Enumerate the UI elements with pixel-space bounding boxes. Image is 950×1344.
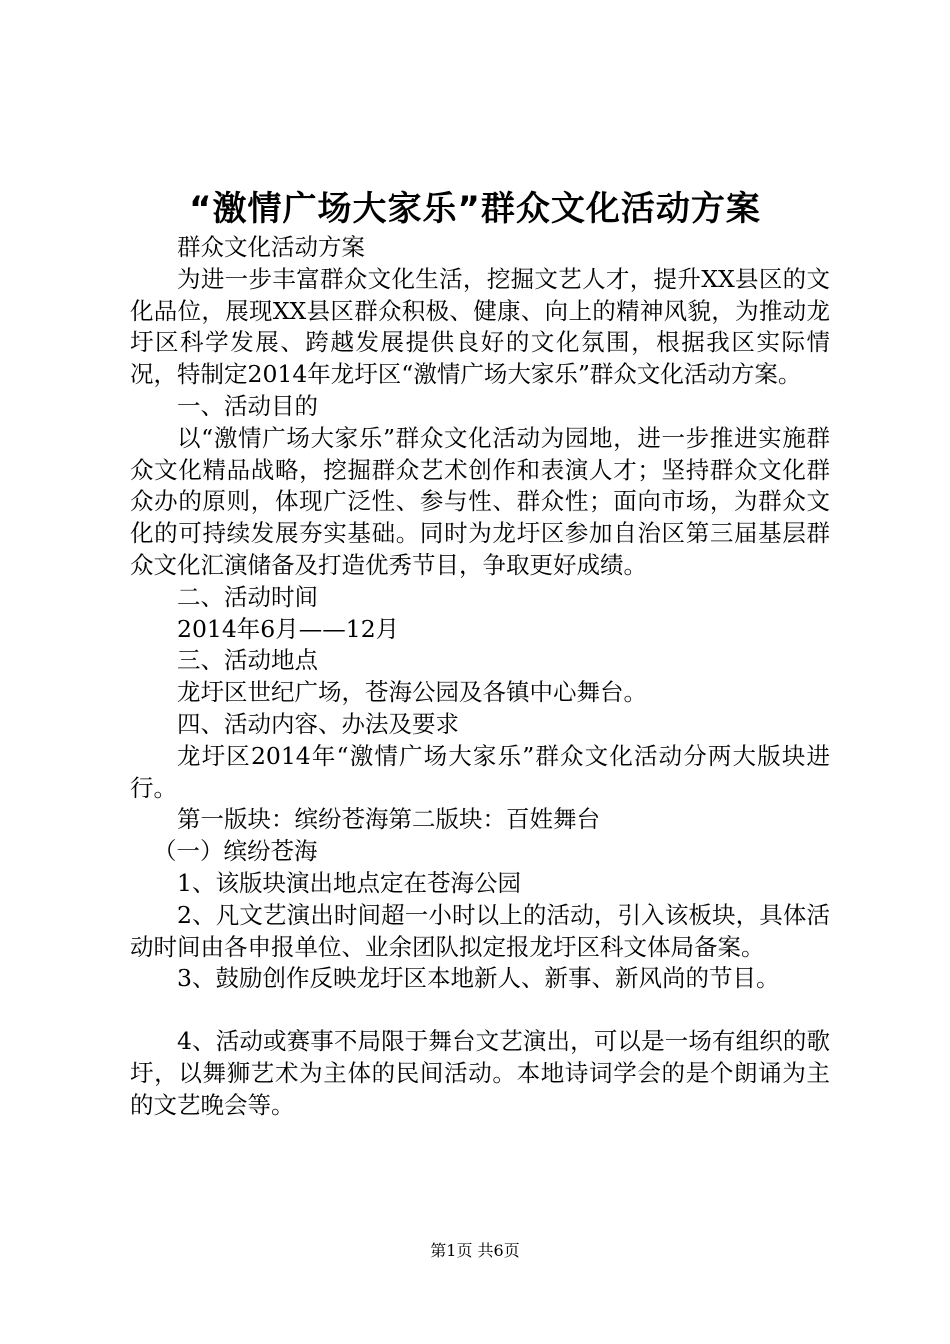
document-body — [130, 232, 830, 1122]
content-paragraph: 龙圩区2014年“激情广场大家乐”群众文化活动分两大版块进行。 — [130, 741, 830, 802]
blocks-paragraph: 第一版块：缤纷苍海第二版块：百姓舞台 — [177, 805, 600, 834]
section-heading-purpose: 一、活动目的 — [177, 391, 318, 420]
paragraph-gap — [130, 995, 830, 1026]
document-title: “激情广场大家乐”群众文化活动方案 — [189, 189, 761, 229]
intro-paragraph: 为进一步丰富群众文化生活，挖掘文艺人才，提升XX县区的文化品位，展现XX县区群众积极、健康、向上的精神风貌，为推动龙圩区科学发展、跨越发展提供良好的文化氛围，根据我区实际情况，特制定2014年龙圩区“激情广场大家乐”群众文化活动方案。 — [130, 264, 830, 389]
list-item-3: 3、鼓励创作反映龙圩区本地新人、新事、新风尚的节目。 — [177, 964, 780, 993]
section-heading-location: 三、活动地点 — [177, 646, 318, 675]
list-item-4: 4、活动或赛事不局限于舞台文艺演出，可以是一场有组织的歌圩，以舞狮艺术为主体的民间活动。本地诗词学会的是个朗诵为主的文艺晚会等。 — [130, 1027, 830, 1119]
subsection-heading: （一）缤纷苍海 — [153, 837, 318, 866]
section-heading-time: 二、活动时间 — [177, 582, 318, 611]
subtitle-paragraph: 群众文化活动方案 — [177, 233, 365, 261]
time-paragraph: 2014年6月——12月 — [177, 614, 400, 643]
list-item-1: 1、该版块演出地点定在苍海公园 — [177, 868, 521, 897]
page-footer: 第1页 共6页 — [430, 1241, 520, 1260]
section-heading-content: 四、活动内容、办法及要求 — [177, 709, 459, 738]
location-paragraph: 龙圩区世纪广场，苍海公园及各镇中心舞台。 — [177, 678, 647, 707]
list-item-2: 2、凡文艺演出时间超一小时以上的活动，引入该板块，具体活动时间由各申报单位、业余团队拟定报龙圩区科文体局备案。 — [130, 900, 830, 961]
purpose-paragraph: 以“激情广场大家乐”群众文化活动为园地，进一步推进实施群众文化精品战略，挖掘群众艺术创作和表演人才；坚持群众文化群众办的原则，体现广泛性、参与性、群众性；面向市场，为群众文化的可持续发展夯实基础。同时为龙圩区参加自治区第三届基层群众文化汇演储备及打造优秀节目，争取更好成绩。 — [130, 423, 830, 579]
